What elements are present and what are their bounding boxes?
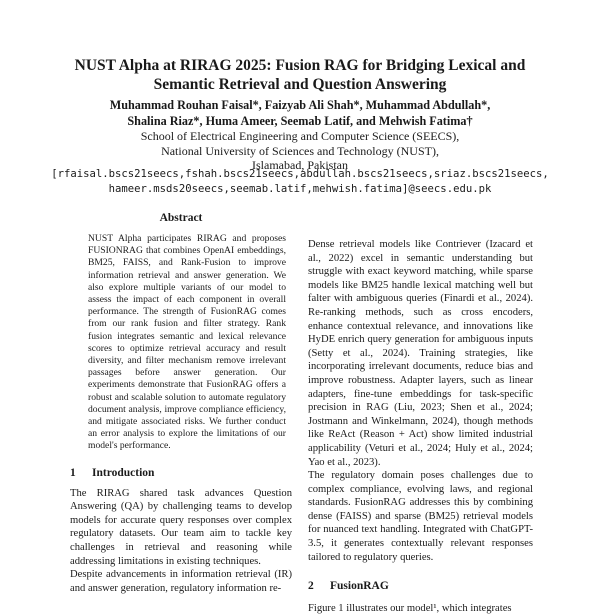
paper-title (60, 56, 540, 94)
section-heading-introduction (70, 467, 292, 479)
abstract-text: NUST Alpha participates RIRAG and proposes FUSIONRAG that combines OpenAI embeddings, BM25, FAISS, and Rank-Fusion to improve information retrieval and answer generation. We also explore multiple variants of our model to assess the impact of each component in overall performance. The strength of FusionRAG comes from our rank fusion and filter strategy. Rank fusion integrates semantic and lexical relevance scores to optimize retrieval accuracy and result diversity, and filter mechanism remove irrelevant passages before answer generation. Our experiments demonstrate that FusionRAG offers a robust and scalable solution to automate regulatory document analysis, improve compliance efficiency, and mitigate associated risks. We further conduct an error analysis to explore the limitations of our model's performance. (88, 233, 286, 452)
author-emails (40, 167, 560, 196)
left-column (70, 212, 292, 595)
intro-paragraph-1: The RIRAG shared task advances Question Answering (QA) by challenging teams to develop models for accurate query responses over complex regulatory datasets. Our team aim to tackle key challenges in retrieval and reasoning while addressing limitations in existing techniques. (70, 487, 292, 567)
title-line-1: NUST Alpha at RIRAG 2025: Fusion RAG for Bridging Lexical and (74, 57, 526, 74)
authors-line-2: Shalina Riaz*, Huma Ameer, Seemab Latif, and Mehwish Fatima† (127, 114, 473, 128)
author-list (60, 97, 540, 129)
affiliation-line-3: Islamabad, Pakistan (252, 158, 348, 172)
authors-line-1: Muhammad Rouhan Faisal*, Faizyab Ali Shah*, Muhammad Abdullah*, (109, 98, 491, 112)
section-number: 2 (308, 580, 314, 593)
affiliation (60, 129, 540, 173)
right-column (308, 238, 533, 616)
affiliation-line-2: National University of Sciences and Technology (NUST), (161, 143, 439, 158)
emails-line-2: hameer.msds20seecs,seemab.latif,mehwish.fatima]@seecs.edu.pk (108, 182, 492, 195)
section-title: FusionRAG (330, 580, 389, 593)
section-heading-fusionrag (308, 580, 533, 592)
emails-line-1: [rfaisal.bscs21seecs,fshah.bscs21seecs,abdullah.bscs21seecs,sriaz.bscs21seecs, (51, 168, 549, 180)
title-line-2: Semantic Retrieval and Question Answering (153, 76, 447, 93)
section-title: Introduction (92, 466, 155, 479)
right-paragraph-2: The regulatory domain poses challenges due to complex compliance, evolving laws, and regional standards. FusionRAG addresses this by combining dense (FAISS) and sparse (BM25) retrieval models for nuanced text handling. Integrated with ChatGPT-3.5, it generates contextually relevant responses tailored to regulatory queries. (308, 470, 533, 563)
right-paragraph-1: Dense retrieval models like Contriever (Izacard et al., 2022) excel in semantic understanding but struggle with exact keyword matching, while sparse models like BM25 handle lexical matching well but falter with ambiguous queries (Finardi et al., 2024). Re-ranking methods, such as cross encoders, enhance contextual relevance, and innovations like HyDE enrich query generation for ambiguous inputs (Setty et al., 2024). Training strategies, like incorporating irrelevant documents, reduce bias and improve robustness. Adapter layers, such as linear adapters, fine-tune embeddings for task-specific precision in RAG (Liu, 2023; Shen et al., 2024; Jostmann and Winkelmann, 2024), though methods like ReAct (Reason + Act) show limited industrial applicability (Veturi et al., 2024; Huly et al., 2024; Yao et al., 2023). (308, 239, 533, 468)
affiliation-line-1: School of Electrical Engineering and Computer Science (SEECS), (140, 129, 460, 143)
right-paragraph-3: Figure 1 illustrates our model¹, which integrates (308, 603, 512, 615)
section-number: 1 (70, 466, 76, 479)
abstract-heading: Abstract (159, 212, 203, 224)
intro-paragraph-2: Despite advancements in information retrieval (IR) and answer generation, regulatory information re- (70, 569, 292, 594)
